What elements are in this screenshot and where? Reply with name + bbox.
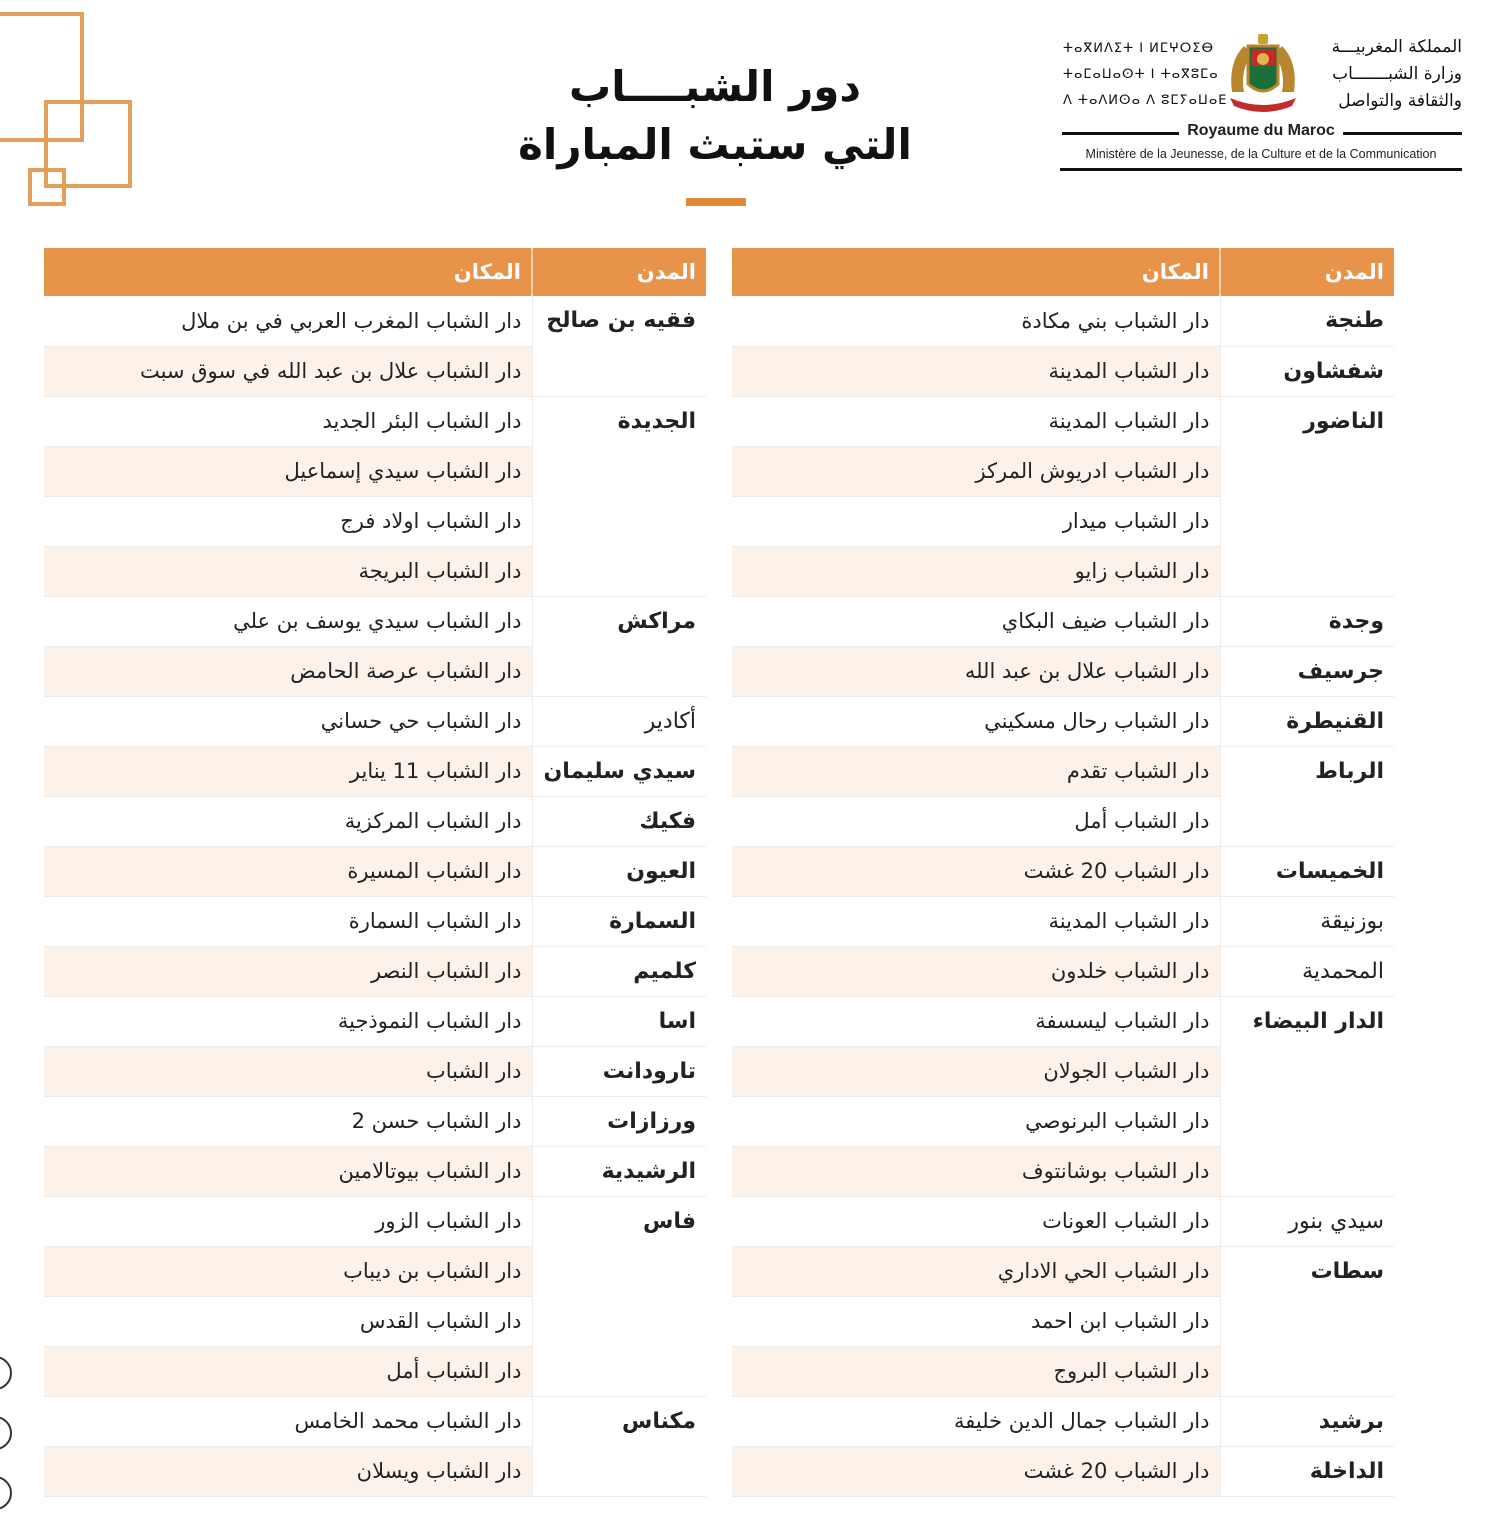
place-cell: دار الشباب محمد الخامس xyxy=(44,1396,532,1446)
city-cell: شفشاون xyxy=(1220,346,1394,396)
place-cell: دار الشباب السمارة xyxy=(44,896,532,946)
table-row xyxy=(44,946,706,996)
city-cell: جرسيف xyxy=(1220,646,1394,696)
youth-centers-table-right xyxy=(732,248,1394,1497)
place-cell: دار الشباب 11 يناير xyxy=(44,746,532,796)
table-row xyxy=(44,396,706,446)
city-cell: بوزنيقة xyxy=(1220,896,1394,946)
city-cell: سطات xyxy=(1220,1246,1394,1396)
place-cell: دار الشباب علال بن عبد الله xyxy=(732,646,1220,696)
city-cell: مكناس xyxy=(532,1396,706,1496)
table-row xyxy=(732,346,1394,396)
table-row xyxy=(732,596,1394,646)
table-row xyxy=(732,696,1394,746)
table-row xyxy=(732,896,1394,946)
city-cell: الدار البيضاء xyxy=(1220,996,1394,1196)
city-cell: المحمدية xyxy=(1220,946,1394,996)
ministry-logo-block xyxy=(1060,30,1462,180)
city-cell: القنيطرة xyxy=(1220,696,1394,746)
table-row xyxy=(44,1046,706,1096)
header-place: المكان xyxy=(44,248,532,296)
city-cell: مراكش xyxy=(532,596,706,696)
table-row xyxy=(44,746,706,796)
place-cell: دار الشباب العونات xyxy=(732,1196,1220,1246)
place-cell: دار الشباب حي حساني xyxy=(44,696,532,746)
place-cell: دار الشباب القدس xyxy=(44,1296,532,1346)
arabic-ministry-line: المملكة المغربيـــة xyxy=(1331,37,1462,57)
table-row xyxy=(732,1396,1394,1446)
table-row xyxy=(732,846,1394,896)
place-cell: دار الشباب البروج xyxy=(732,1346,1220,1396)
city-cell: برشيد xyxy=(1220,1396,1394,1446)
place-cell: دار الشباب رحال مسكيني xyxy=(732,696,1220,746)
page-title-line-2: التي ستبث المباراة xyxy=(518,120,912,169)
place-cell: دار الشباب النموذجية xyxy=(44,996,532,1046)
coat-of-arms-icon xyxy=(1222,32,1304,118)
place-cell: دار الشباب المدينة xyxy=(732,346,1220,396)
table-row xyxy=(732,1196,1394,1246)
table-row xyxy=(44,896,706,946)
amazigh-line: ⴷ ⵜⴰⴷⵍⵙⴰ ⴷ ⵓⵎⵢⴰⵡⴰⴹ xyxy=(1063,93,1228,108)
city-cell: الجديدة xyxy=(532,396,706,596)
city-cell: الرباط xyxy=(1220,746,1394,846)
table-row xyxy=(44,1146,706,1196)
place-cell: دار الشباب المدينة xyxy=(732,396,1220,446)
place-cell: دار الشباب عرصة الحامض xyxy=(44,646,532,696)
table-row xyxy=(44,846,706,896)
page-title-line-1: دور الشبــــاب xyxy=(569,62,861,111)
table-row xyxy=(732,996,1394,1046)
place-cell: دار الشباب بن ديباب xyxy=(44,1246,532,1296)
city-cell: تارودانت xyxy=(532,1046,706,1096)
table-row xyxy=(44,996,706,1046)
place-cell: دار الشباب بيوتالامين xyxy=(44,1146,532,1196)
city-cell: فقيه بن صالح xyxy=(532,296,706,396)
place-cell: دار الشباب xyxy=(44,1046,532,1096)
city-cell: الرشيدية xyxy=(532,1146,706,1196)
header-cities: المدن xyxy=(532,248,706,296)
title-underline xyxy=(686,198,746,206)
table-row xyxy=(44,596,706,646)
table-row xyxy=(732,396,1394,446)
table-row xyxy=(44,1196,706,1246)
table-row xyxy=(732,1246,1394,1296)
place-cell: دار الشباب زايو xyxy=(732,546,1220,596)
place-cell: دار الشباب أمل xyxy=(44,1346,532,1396)
side-circle-icon xyxy=(0,1416,12,1450)
place-cell: دار الشباب الحي الاداري xyxy=(732,1246,1220,1296)
city-cell: ورزازات xyxy=(532,1096,706,1146)
place-cell: دار الشباب الزور xyxy=(44,1196,532,1246)
place-cell: دار الشباب البئر الجديد xyxy=(44,396,532,446)
header-cities: المدن xyxy=(1220,248,1394,296)
amazigh-line: ⵜⴰⴳⵍⴷⵉⵜ ⵏ ⵍⵎⵖⵔⵉⴱ xyxy=(1063,41,1215,56)
table-row xyxy=(732,646,1394,696)
place-cell: دار الشباب سيدي يوسف بن علي xyxy=(44,596,532,646)
table-row xyxy=(732,746,1394,796)
table-header-row xyxy=(44,248,706,296)
header-bottom-rule xyxy=(1060,168,1462,171)
city-cell: الخميسات xyxy=(1220,846,1394,896)
place-cell: دار الشباب ليسسفة xyxy=(732,996,1220,1046)
table-row xyxy=(44,796,706,846)
amazigh-line: ⵜⴰⵎⴰⵡⴰⵙⵜ ⵏ ⵜⴰⴳⵓⵎⴰ xyxy=(1063,67,1219,82)
city-cell: سيدي سليمان xyxy=(532,746,706,796)
table-body xyxy=(44,296,706,1496)
kingdom-name-fr: Royaume du Maroc xyxy=(1179,122,1343,139)
place-cell: دار الشباب سيدي إسماعيل xyxy=(44,446,532,496)
place-cell: دار الشباب حسن 2 xyxy=(44,1096,532,1146)
city-cell: أكادير xyxy=(532,696,706,746)
city-cell: اسا xyxy=(532,996,706,1046)
table-row xyxy=(732,296,1394,346)
place-cell: دار الشباب ضيف البكاي xyxy=(732,596,1220,646)
decorative-square-small xyxy=(28,168,66,206)
place-cell: دار الشباب بوشانتوف xyxy=(732,1146,1220,1196)
table-row xyxy=(44,696,706,746)
city-cell: فاس xyxy=(532,1196,706,1396)
place-cell: دار الشباب بني مكادة xyxy=(732,296,1220,346)
city-cell: العيون xyxy=(532,846,706,896)
youth-centers-table-left xyxy=(44,248,706,1497)
place-cell: دار الشباب الجولان xyxy=(732,1046,1220,1096)
place-cell: دار الشباب علال بن عبد الله في سوق سبت xyxy=(44,346,532,396)
place-cell: دار الشباب أمل xyxy=(732,796,1220,846)
side-circle-icon xyxy=(0,1476,12,1510)
place-cell: دار الشباب البرنوصي xyxy=(732,1096,1220,1146)
table-row xyxy=(44,296,706,346)
city-cell: طنجة xyxy=(1220,296,1394,346)
place-cell: دار الشباب ويسلان xyxy=(44,1446,532,1496)
kingdom-row xyxy=(1060,122,1462,144)
table-row xyxy=(732,946,1394,996)
place-cell: دار الشباب المدينة xyxy=(732,896,1220,946)
place-cell: دار الشباب النصر xyxy=(44,946,532,996)
table-row xyxy=(732,1446,1394,1496)
ministry-name-fr: Ministère de la Jeunesse, de la Culture et de la Communication xyxy=(1085,147,1437,161)
city-cell: كلميم xyxy=(532,946,706,996)
table-header-row xyxy=(732,248,1394,296)
city-cell: الناضور xyxy=(1220,396,1394,596)
place-cell: دار الشباب 20 غشت xyxy=(732,1446,1220,1496)
arabic-ministry-line: وزارة الشبـــــــاب xyxy=(1332,64,1462,84)
table-row xyxy=(44,1096,706,1146)
city-cell: وجدة xyxy=(1220,596,1394,646)
city-cell: فكيك xyxy=(532,796,706,846)
amazigh-text xyxy=(1063,36,1228,114)
city-cell: السمارة xyxy=(532,896,706,946)
place-cell: دار الشباب ابن احمد xyxy=(732,1296,1220,1346)
header-place: المكان xyxy=(732,248,1220,296)
city-cell: الداخلة xyxy=(1220,1446,1394,1496)
place-cell: دار الشباب البريجة xyxy=(44,546,532,596)
place-cell: دار الشباب المسيرة xyxy=(44,846,532,896)
arabic-ministry-name xyxy=(1312,34,1462,115)
place-cell: دار الشباب تقدم xyxy=(732,746,1220,796)
place-cell: دار الشباب ادريوش المركز xyxy=(732,446,1220,496)
place-cell: دار الشباب خلدون xyxy=(732,946,1220,996)
place-cell: دار الشباب المركزية xyxy=(44,796,532,846)
place-cell: دار الشباب جمال الدين خليفة xyxy=(732,1396,1220,1446)
table-row xyxy=(44,1396,706,1446)
place-cell: دار الشباب ميدار xyxy=(732,496,1220,546)
place-cell: دار الشباب اولاد فرج xyxy=(44,496,532,546)
arabic-ministry-line: والثقافة والتواصل xyxy=(1338,91,1462,111)
place-cell: دار الشباب 20 غشت xyxy=(732,846,1220,896)
city-cell: سيدي بنور xyxy=(1220,1196,1394,1246)
side-circle-icon xyxy=(0,1356,12,1390)
table-body xyxy=(732,296,1394,1496)
place-cell: دار الشباب المغرب العربي في بن ملال xyxy=(44,296,532,346)
